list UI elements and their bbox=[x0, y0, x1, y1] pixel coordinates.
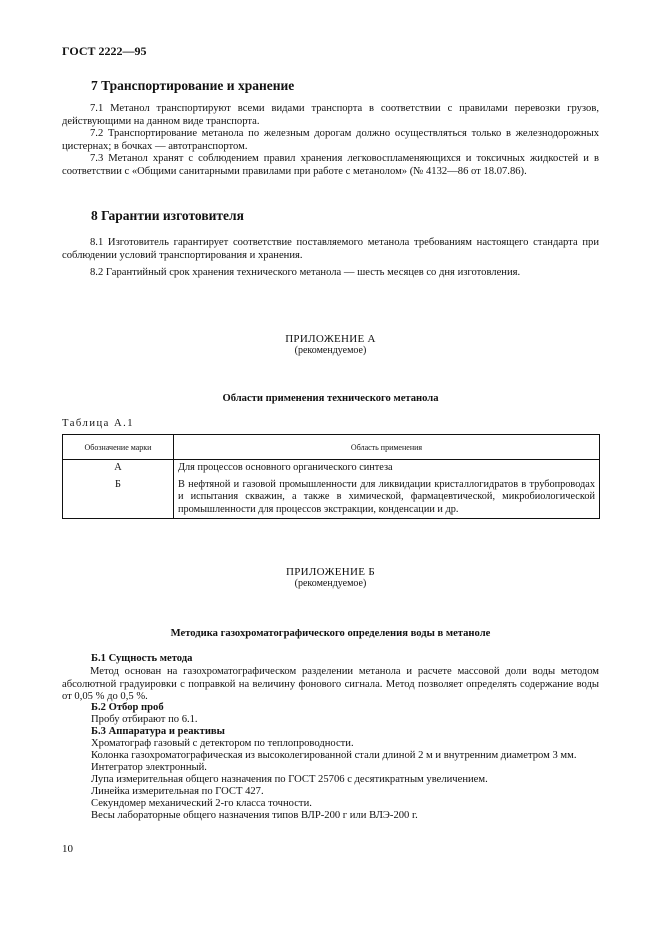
equipment-item: Лупа измерительная общего назначения по ГОСТ 25706 с десятикратным увеличением. bbox=[91, 774, 488, 785]
section-b1-title: Б.1 Сущность метода bbox=[91, 653, 193, 664]
section-b2-title: Б.2 Отбор проб bbox=[91, 702, 164, 713]
paragraph-8-2: 8.2 Гарантийный срок хранения технического метанола — шесть месяцев со дня изготовления. bbox=[90, 267, 521, 278]
appendix-a-subtitle: (рекомендуемое) bbox=[294, 345, 367, 356]
section-b3-title: Б.3 Аппаратура и реактивы bbox=[91, 726, 225, 737]
paragraph-7-2: 7.2 Транспортирование метанола по железным дорогам должно осуществляться только в железнодорожных цистернах; в бочках — автотранспортом. bbox=[62, 128, 599, 152]
equipment-item: Весы лабораторные общего назначения типов ВЛР-200 г или ВЛЭ-200 г. bbox=[91, 810, 418, 821]
page-number: 10 bbox=[62, 843, 73, 855]
table-row bbox=[63, 477, 600, 519]
equipment-item: Линейка измерительная по ГОСТ 427. bbox=[91, 786, 264, 797]
appendix-b-title: ПРИЛОЖЕНИЕ Б bbox=[286, 566, 375, 578]
appendix-a-title: ПРИЛОЖЕНИЕ А bbox=[285, 333, 376, 345]
table-row bbox=[63, 460, 600, 477]
appendix-b-subtitle: (рекомендуемое) bbox=[294, 578, 367, 589]
table-cell-use: В нефтяной и газовой промышленности для ликвидации кристаллогидратов в трубопроводах и испытания скважин, а также в химической, фармацевтической, микробиологической промышленности для процессов экстракции, конденсации и др. bbox=[174, 477, 600, 519]
paragraph-8-1: 8.1 Изготовитель гарантирует соответствие поставляемого метанола требованиям настоящего стандарта при соблюдении условий транспортирования и хранения. bbox=[62, 237, 599, 261]
section-b2-text: Пробу отбирают по 6.1. bbox=[91, 714, 198, 725]
paragraph-7-3: 7.3 Метанол хранят с соблюдением правил хранения легковоспламеняющихся и токсичных жидкостей и в соответствии с «Общими санитарными правилами при работе с метанолом» (№ 4132—86 от 18.07.86). bbox=[62, 153, 599, 177]
appendix-a-heading: Области применения технического метанола bbox=[222, 393, 439, 404]
table-cell-use: Для процессов основного органического синтеза bbox=[174, 460, 600, 477]
table-header-use: Область применения bbox=[174, 435, 600, 460]
section-7-title: 7 Транспортирование и хранение bbox=[91, 78, 295, 93]
table-cell-mark: Б bbox=[63, 477, 174, 519]
section-b1-text: Метод основан на газохроматографическом разделении метанола и расчете массовой доли воды методом абсолютной градуировки с поправкой на величину фонового сигнала. Метод позволяет определять содержание воды от 0,05 % до 0,5 %. bbox=[62, 666, 599, 702]
table-cell-mark: А bbox=[63, 460, 174, 477]
equipment-item: Хроматограф газовый с детектором по теплопроводности. bbox=[91, 738, 354, 749]
equipment-item: Секундомер механический 2-го класса точности. bbox=[91, 798, 312, 809]
table-header-row bbox=[63, 435, 600, 460]
grades-table bbox=[62, 434, 600, 519]
appendix-b-heading: Методика газохроматографического определения воды в метаноле bbox=[170, 628, 491, 639]
paragraph-7-1: 7.1 Метанол транспортируют всеми видами транспорта в соответствии с правилами перевозки грузов, действующими на данном виде транспорта. bbox=[62, 103, 599, 127]
equipment-item: Колонка газохроматографическая из высоколегированной стали длиной 2 м и внутренним диаметром 3 мм. bbox=[91, 750, 577, 761]
document-header: ГОСТ 2222—95 bbox=[62, 44, 147, 58]
table-caption: Таблица А.1 bbox=[62, 418, 135, 429]
section-8-title: 8 Гарантии изготовителя bbox=[91, 208, 244, 223]
table-header-mark: Обозначение марки bbox=[63, 435, 174, 460]
equipment-item: Интегратор электронный. bbox=[91, 762, 207, 773]
